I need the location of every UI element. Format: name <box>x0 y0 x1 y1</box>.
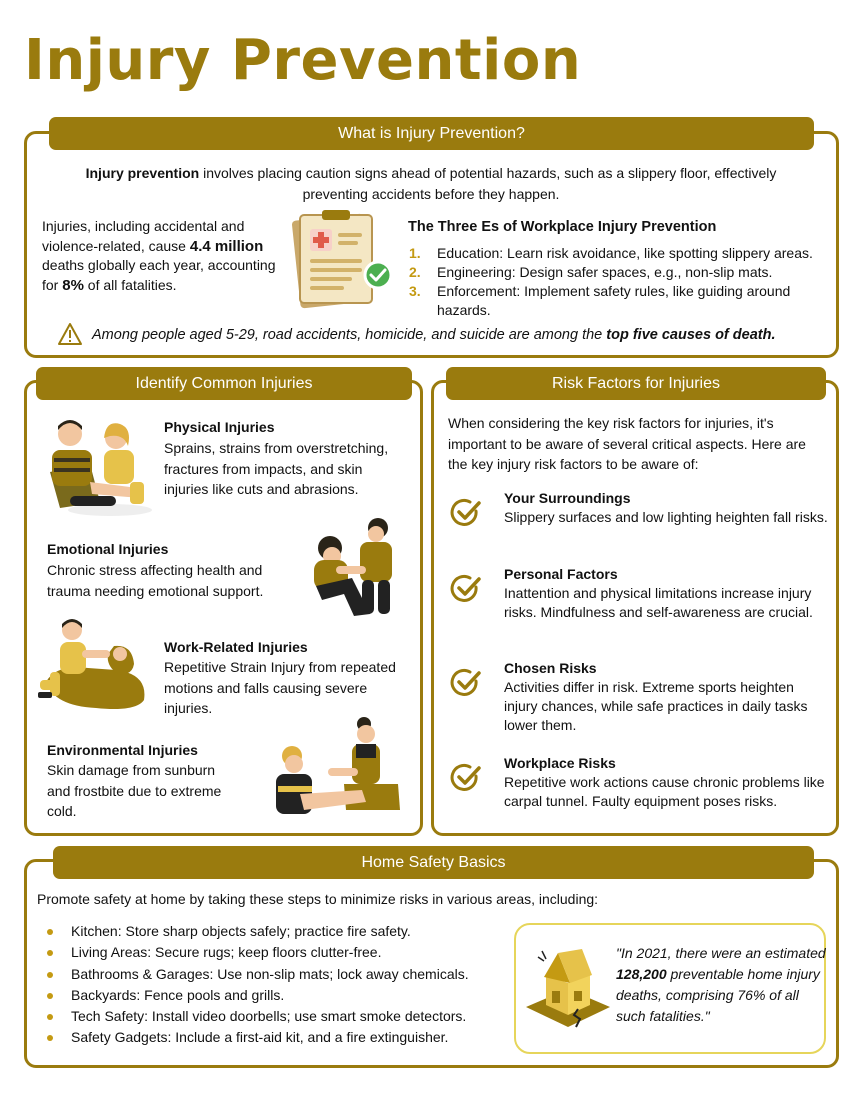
check-circle-icon <box>450 497 482 529</box>
quote-text-2: preventable home injury deaths, comprising 76% of all such fatalities." <box>616 966 820 1024</box>
work-injury-illustration <box>36 616 150 712</box>
injury-title: Work-Related Injuries <box>164 639 308 655</box>
stat-text-3: of all fatalities. <box>83 276 177 293</box>
risk-title: Chosen Risks <box>504 660 597 676</box>
risk-banner: Risk Factors for Injuries <box>446 367 826 400</box>
three-es-title: The Three Es of Workplace Injury Prevention <box>408 219 717 235</box>
check-circle-icon <box>450 762 482 794</box>
injury-title: Environmental Injuries <box>47 742 198 758</box>
risk-text: Activities differ in risk. Extreme sports heighten injury chances, while safe practices in daily tasks lower them. <box>504 679 808 733</box>
warning-triangle-icon <box>57 322 83 346</box>
list-item <box>409 244 834 263</box>
warning-text-main: Among people aged 5-29, road accidents, homicide, and suicide are among the <box>92 327 607 343</box>
physical-injury-illustration <box>40 412 154 518</box>
risk-text: Slippery surfaces and low lighting heighten fall risks. <box>504 509 828 525</box>
home-quote <box>616 943 826 1027</box>
list-number: 2. <box>409 264 421 280</box>
broken-house-icon <box>522 945 614 1035</box>
quote-text-1: "In 2021, there were an estimated <box>616 945 826 961</box>
risk-text: Repetitive work actions cause chronic problems like carpal tunnel. Faulty equipment poses risks. <box>504 774 825 809</box>
stat-bold-percent: 8% <box>62 276 84 294</box>
list-item: Safety Gadgets: Include a first-aid kit, and a fire extinguisher. <box>39 1027 509 1048</box>
risk-item <box>450 659 830 735</box>
what-is-banner: What is Injury Prevention? <box>49 117 814 150</box>
risk-text: Inattention and physical limitations increase injury risks. Mindfulness and self-awareness are crucial. <box>504 585 813 620</box>
list-item: Bathrooms & Garages: Use non-slip mats; lock away chemicals. <box>39 964 509 985</box>
list-number: 3. <box>409 283 421 299</box>
list-item: Backyards: Fence pools and grills. <box>39 985 509 1006</box>
risk-title: Personal Factors <box>504 566 618 582</box>
list-item <box>409 282 834 320</box>
home-banner: Home Safety Basics <box>53 846 814 879</box>
emotional-injury-illustration <box>296 514 404 622</box>
quote-box <box>514 923 826 1054</box>
injury-text: Sprains, strains from overstretching, fractures from impacts, and skin injuries like cuts and abrasions. <box>164 440 389 497</box>
home-list <box>39 921 509 1049</box>
clipboard-check-icon <box>284 207 396 311</box>
three-es-list <box>409 244 834 320</box>
stat-paragraph <box>42 217 287 295</box>
list-item: Tech Safety: Install video doorbells; use smart smoke detectors. <box>39 1006 509 1027</box>
risk-item <box>450 489 830 527</box>
risk-title: Workplace Risks <box>504 755 616 771</box>
quote-bold: 128,200 <box>616 966 667 982</box>
page-title: Injury Prevention <box>24 28 582 93</box>
stat-bold-deaths: 4.4 million <box>189 237 264 255</box>
environmental-injury-illustration <box>270 714 402 822</box>
injury-text: Skin damage from sunburn and frostbite due to extreme cold. <box>47 762 222 819</box>
intro-bold: Injury prevention <box>85 165 200 181</box>
risk-item <box>450 754 830 811</box>
risk-item <box>450 565 830 622</box>
list-text: Enforcement: Implement safety rules, like guiding around hazards. <box>437 283 791 318</box>
list-item: Kitchen: Store sharp objects safely; practice fire safety. <box>39 921 509 942</box>
injuries-banner: Identify Common Injuries <box>36 367 412 400</box>
home-intro: Promote safety at home by taking these steps to minimize risks in various areas, including: <box>37 891 599 907</box>
stat-text-2: deaths globally each year, accounting for <box>42 257 276 293</box>
injury-title: Physical Injuries <box>164 419 275 435</box>
risk-intro: When considering the key risk factors for injuries, it's important to be aware of several critical aspects. Here are the key injury risk factors to be aware of: <box>448 415 806 472</box>
list-item <box>409 263 834 282</box>
injury-text: Repetitive Strain Injury from repeated motions and falls causing severe injuries. <box>164 659 396 716</box>
list-text: Education: Learn risk avoidance, like spotting slippery areas. <box>437 245 813 261</box>
risk-title: Your Surroundings <box>504 490 631 506</box>
check-circle-icon <box>450 573 482 605</box>
injury-title: Emotional Injuries <box>47 541 169 557</box>
check-circle-icon <box>450 667 482 699</box>
warning-text <box>92 325 822 345</box>
list-text: Engineering: Design safer spaces, e.g., non-slip mats. <box>437 264 773 280</box>
list-item: Living Areas: Secure rugs; keep floors clutter-free. <box>39 942 509 963</box>
stat-text-1: Injuries, including accidental and violence-related, cause <box>42 218 245 254</box>
intro-rest: involves placing caution signs ahead of potential hazards, such as a slippery floor, effectively preventing accidents before they happen. <box>199 165 777 202</box>
injury-text: Chronic stress affecting health and trauma needing emotional support. <box>47 562 264 599</box>
warning-text-bold: top five causes of death. <box>606 327 776 343</box>
list-number: 1. <box>409 245 421 261</box>
intro-paragraph <box>60 163 802 205</box>
